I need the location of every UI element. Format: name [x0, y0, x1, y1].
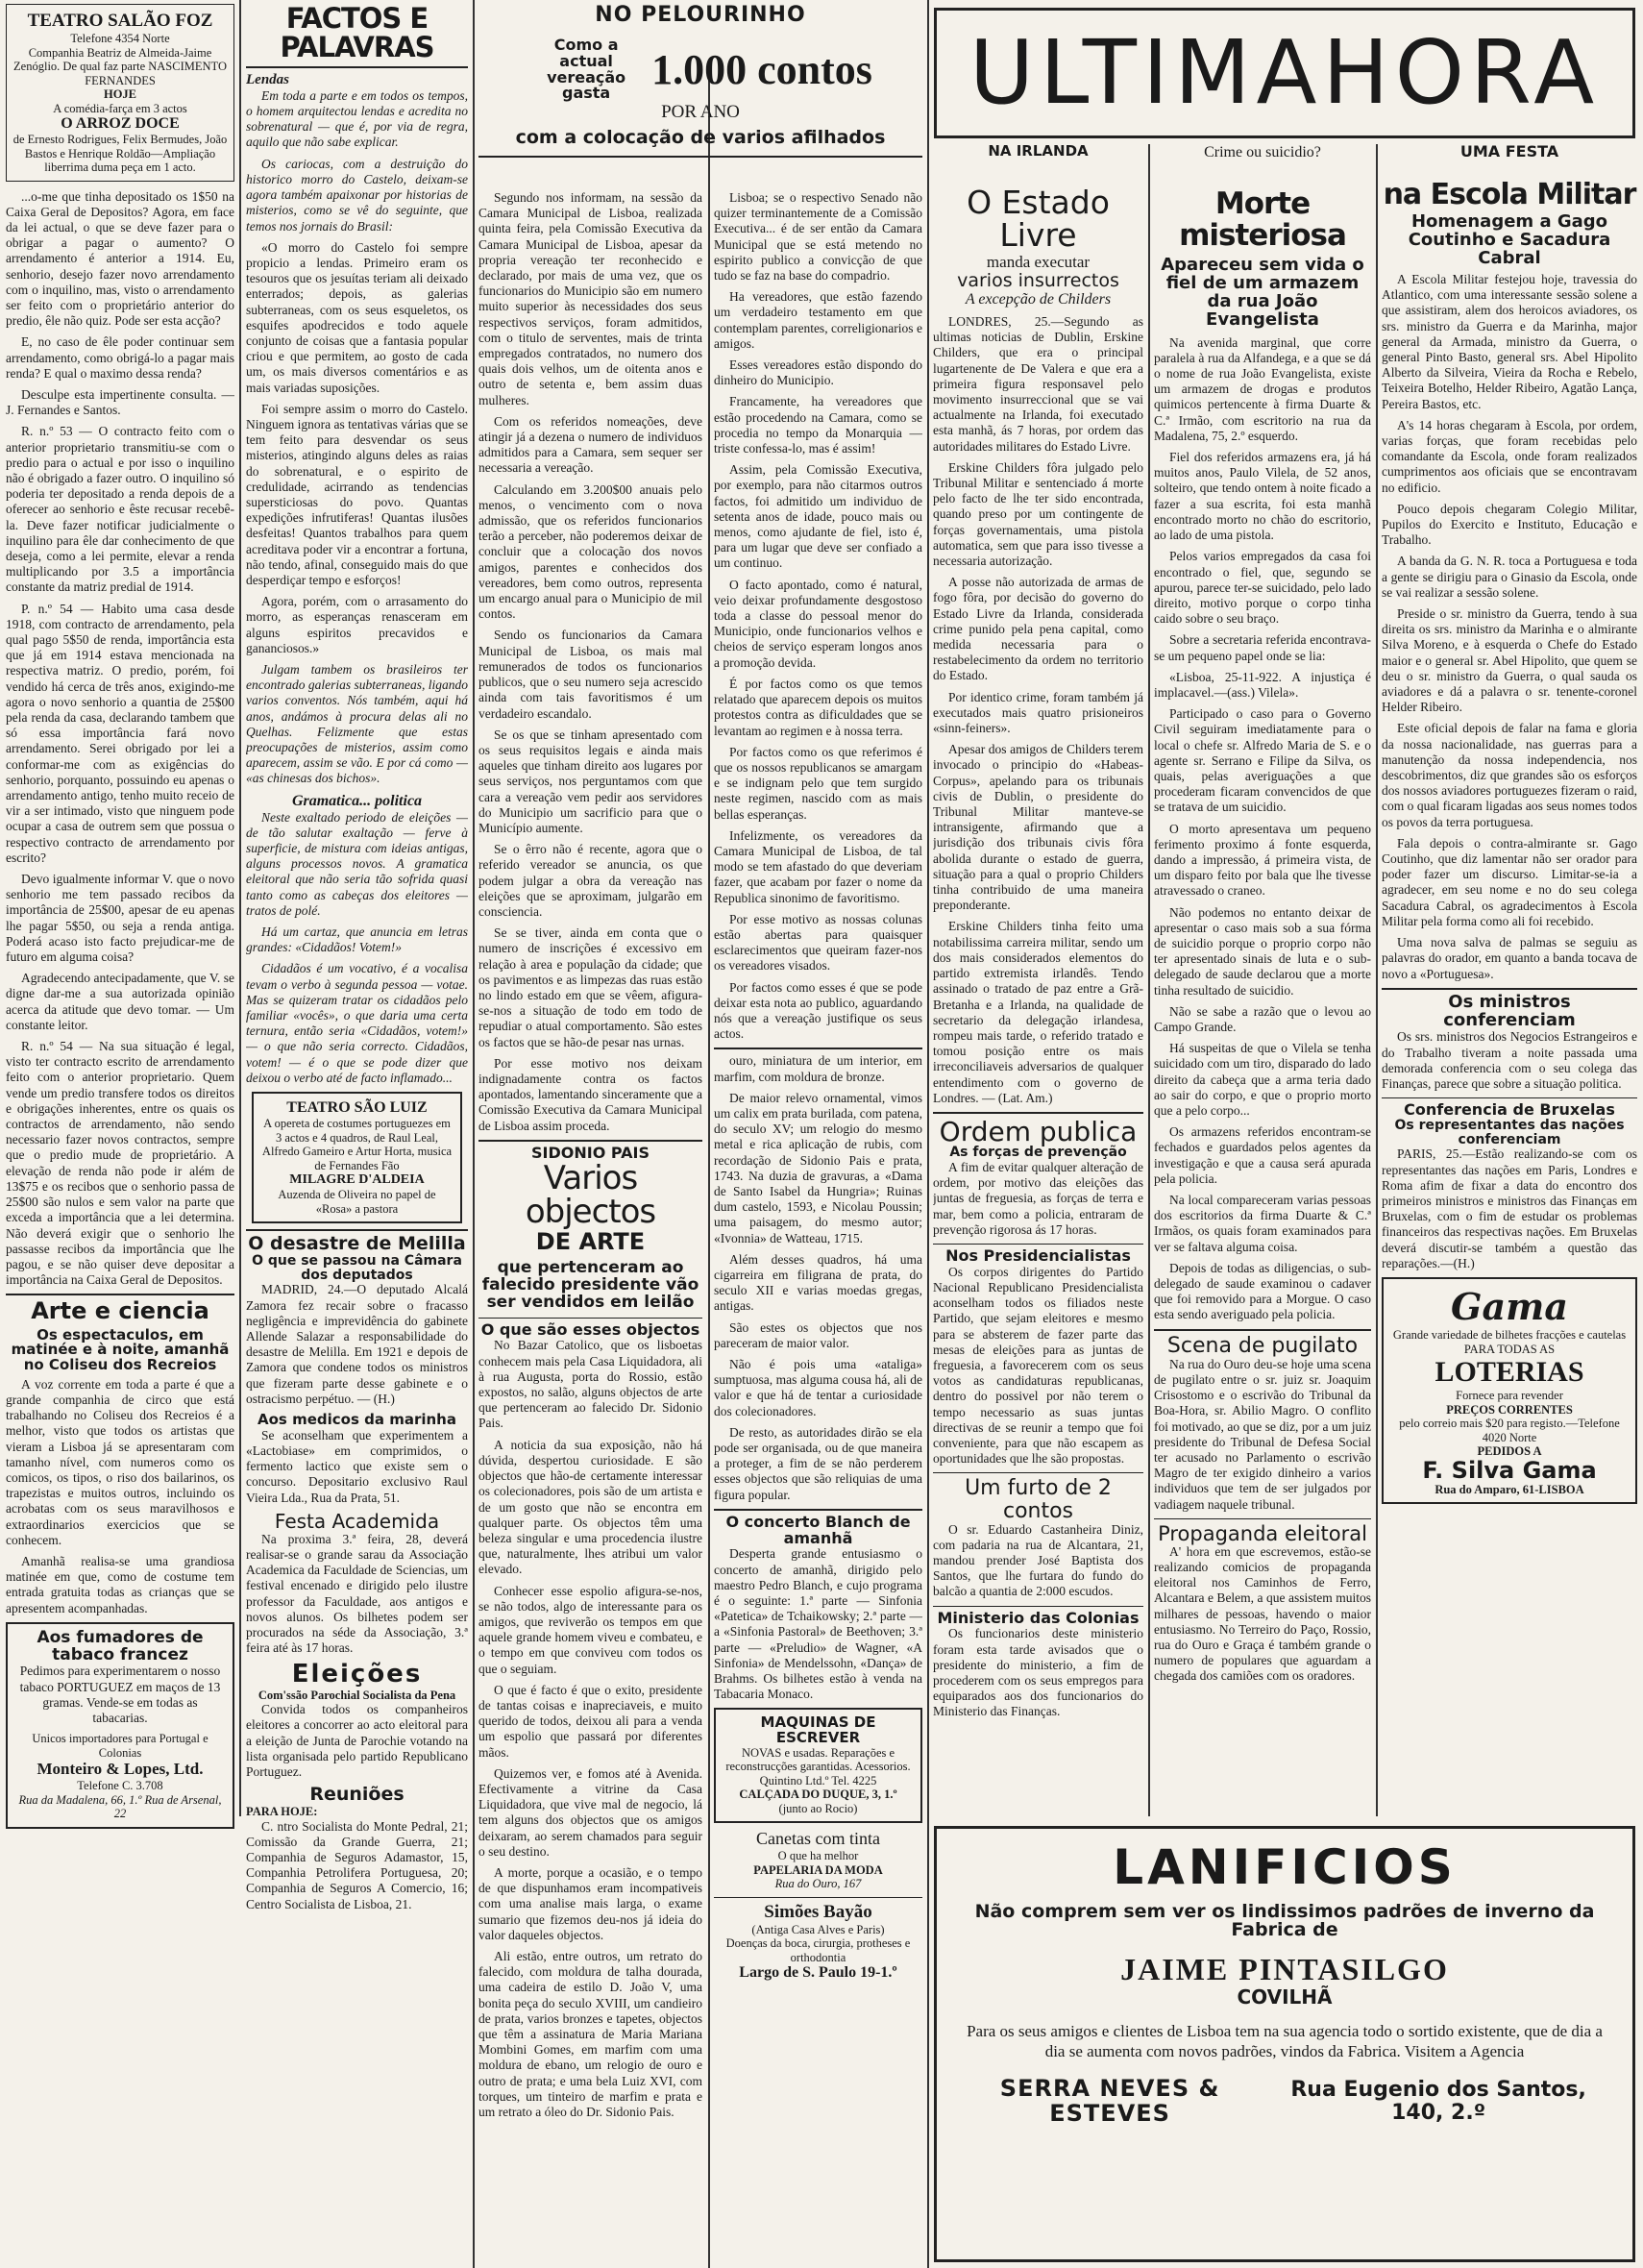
canetas-shop: PAPELARIA DA MODA: [753, 1862, 883, 1877]
gramatica-paragraph: Cidadãos é um vocativo, é a vocalisa tevam o verbo à segunda pessoa — votae. Mas se quizeram tratar os cidadãos pelo familiar «vocês», o que daria uma certa ternura, então seria «Cidadãos, votem!» — o que não seria correcto. Cidadãos, votem! — é o que se pode dizer que deixou o verbo até de facto inflamado...: [246, 961, 468, 1085]
medicos-body: Se aconselham que experimentem a «Lactobiase» em comprimidos, o fermento lactico que existe sem o concurso. Depositario exclusivo Raul Vieira Lda., Rua da Prata, 51.: [246, 1427, 468, 1505]
article-paragraph: Se o êrro não é recente, agora que o referido vereador se anuncia, os que podem julgar a obra da vereação nas eleições que se aproximam, julgarão em consciencia.: [478, 842, 702, 919]
sao-luiz-title: TEATRO SÃO LUIZ: [286, 1099, 428, 1117]
reunioes-hoje: PARA HOJE:: [246, 1805, 318, 1819]
column-7: [1382, 144, 1637, 1816]
ordem-title: Ordem publica: [933, 1112, 1143, 1146]
bruxelas-title: Conferencia de Bruxelas: [1382, 1097, 1637, 1119]
melilla-title: O desastre de Melilla: [246, 1229, 468, 1254]
morte-paragraph: Há suspeitas de que o Vilela se tenha suicidado com um tiro, disparado do lado direito da cabeça que a arma teria dado ao sair do corpo, e que o proprio morto que a pelo corpo...: [1154, 1041, 1371, 1118]
simoes-body: Doenças da boca, cirurgia, protheses e orthodontia: [725, 1936, 911, 1964]
headline-sub: com a colocação de varios afilhados: [515, 127, 886, 149]
escola-paragraph: Preside o sr. ministro da Guerra, tendo à sua direita os srs. ministro da Marinha e o almirante Silva Moreno, e à esquerda o Chefe do Estado maior e o general sr. Abel Hipolito, que quem se deu o sr. ministro da Guerra, o qual sauda os aviadores e dá a palavra o sr. tenente-coronel Helder Ribeiro.: [1382, 606, 1637, 715]
morte-paragraph: «Lisboa, 25-11-922. A injustiça é implacavel.—(ass.) Vilela».: [1154, 669, 1371, 700]
maquinas-near: (junto ao Rocio): [778, 1801, 858, 1815]
column-rule: [708, 67, 710, 2268]
article-paragraph: O facto apontado, como é natural, veio deixar profundamente desgostoso toda a classe do pessoal menor do Municipio, onde funcionarios velhos e cheios de serviço esperam longos anos a promoção devida.: [714, 577, 922, 670]
maquinas-ad: [714, 1708, 922, 1823]
factos-paragraph: Julgam tambem os brasileiros ter encontrado galerias subterraneas, ligando varios conventos. Nós também, aqui há anos, andámos à procura delas ali no Quelhas. Felizmente que estas preocupações de misterios, assim como aparecem, assim se vão. E por cá como — «as chinesas dos bichos».: [246, 661, 468, 786]
ultima-hora-banner: [934, 8, 1635, 138]
arte-title: Arte e ciencia: [31, 1297, 209, 1325]
maquinas-title: MAQUINAS DE ESCREVER: [760, 1713, 876, 1747]
factos-paragraph: «O morro do Castelo foi sempre propicio a lendas. Primeiro eram os tesouros que os jesuítas teriam ali deixado enterrados; depois, as galerias subterraneas, com os seus esqueletos, os esquifes apodrecidos e todo aquele conjunto de coisas que a fantasia popular criou e que permitem, ao gosto de cada um, os mais diversos comentários e as mais variadas suposições.: [246, 239, 468, 395]
bruxelas-subtitle: Os representantes das nações conferenciam: [1394, 1118, 1625, 1147]
escola-paragraph: A's 14 horas chegaram à Escola, por ordem, varias forças, que foram recebidas pelo comandante da Escola, onde foram realizados cumprimentos aos oficiais que se encontravam no edificio.: [1382, 417, 1637, 495]
eleicoes-body: Convida todos os companheiros eleitores a concorrer ao acto eleitoral para a eleição de Junta de Parochie votando na lista organisada pelo partido Republicano Portuguez.: [246, 1702, 468, 1779]
fumadores-address: Rua da Madalena, 66, 1.º Rua de Arsenal, 22: [18, 1792, 222, 1821]
morte-kicker: Crime ou suicidio?: [1204, 144, 1321, 160]
propaganda-body: A' hora em que escrevemos, estão-se realizando comicios de propaganda eleitoral nos Caminhos de Ferro, Alcantara e Belem, a que assistem muitos milhares de pessoas, havendo o maior entusiasmo. No Terreiro do Paço, Rossio, rua do Ouro e Graça é também grande o numero de populares que aguardam a chegada dos camiões com os oradores.: [1154, 1543, 1371, 1684]
article-paragraph: Ha vereadores, que estão fazendo um verdadeiro testamento em que contemplam parentes, correligionarios e amigos.: [714, 289, 922, 351]
simoes-address: Largo de S. Paulo 19-1.º: [739, 1964, 897, 1982]
sao-luiz-body: A opereta de costumes portuguezes em 3 actos e 4 quadros, de Raul Leal, Alfredo Gameiro e Artur Horta, musica de Fernandes Fão: [261, 1117, 453, 1172]
sidonio-paragraph: No Bazar Catolico, que os lisboetas conhecem mais pela Casa Liquidadora, ali à rua Augusta, porta do Rossio, estão expostos, no salão, alguns objectos de arte que pertenceram ao falecido Dr. Sidonio Pais.: [478, 1338, 702, 1431]
ministros-body: Os srs. ministros dos Negocios Estrangeiros e do Trabalho tiveram a noite passada uma demorada conferencia com o seu colega das Finanças, parece que sobre a situação politica.: [1382, 1029, 1637, 1092]
article-paragraph: Francamente, ha vereadores que estão procedendo na Camara, como se procedia no tempo da Monarquia — triste confessa-lo, mas é assim!: [714, 394, 922, 456]
factos-paragraph: Em toda a parte e em todos os tempos, o homem arquitectou lendas e acredita no sobrenatural — que é, por via de regra, aquilo que não sabe explicar.: [246, 87, 468, 150]
festa-body: Na proxima 3.ª feira, 28, deverá realisar-se o grande sarau da Associação Academica da Faculdade de Sciencias, um festival encenado e dirigido pelo ilustre professor da Faculdade, aos antigos e novos alunos. Os bilhetes podem ser procurados na séde da Associação, 3.ª feira até às 17 horas.: [246, 1531, 468, 1656]
sao-luiz-play: MILAGRE D'ALDEIA: [289, 1172, 425, 1188]
canetas-address: Rua do Ouro, 167: [774, 1877, 862, 1891]
gama-line: PREÇOS CORRENTES: [1446, 1402, 1573, 1417]
question-54-sign: Agradecendo antecipadamente, que V. se digne dar-me a sua autorizada opinião acerca da atitude que devo tomar. — Um constante leitor.: [6, 971, 234, 1032]
medicos-title: Aos medicos da marinha: [257, 1411, 456, 1428]
morte-paragraph: Sobre a secretaria referida encontrava-se um pequeno papel onde se lia:: [1154, 632, 1371, 663]
article-paragraph: Por esse motivo nos deixam indignadamente contra os factos apontados, lamentando sinceramente que a Comissão Executiva da Camara Municipal de Lisboa assim proceda.: [478, 1055, 702, 1133]
reunioes-title: Reuniões: [309, 1784, 405, 1806]
canetas-sub: O que ha melhor: [777, 1849, 859, 1863]
factos-title: FACTOS E PALAVRAS: [246, 4, 468, 68]
letter-paragraph: E, no caso de êle poder continuar sem arrendamento, como obrigá-lo a pagar mais renda? E qual o maximo dessa renda?: [6, 334, 234, 381]
article-paragraph: Infelizmente, os vereadores da Camara Municipal de Lisboa, de tal modo se tem afastado do que deveriam fazer, que acabam por fazer o nome da Republica sinonimo de favoritismo.: [714, 827, 922, 905]
morte-paragraph: Participado o caso para o Governo Civil seguiram imediatamente para o local o chefe sr. Alfredo Maria de S. e o agente sr. Serrano e Filipe da Silva, os quais, pelas averiguações a que procederam ficaram convencidos de que se tratava de um suicidio.: [1154, 706, 1371, 815]
article-paragraph: Com os referidos nomeações, deve atingir já a dezena o numero de individuos admitidos para a Camara, sem sequer ser necessaria a vereação.: [478, 413, 702, 476]
melilla-subtitle: O que se passou na Câmara dos deputados: [252, 1253, 462, 1283]
irlanda-paragraph: Erskine Childers tinha feito uma notabilissima carreira militar, sendo um dos mais considerados elementos do partido extremista irlandês. Tendo assinado o tratado de paz entre a Grã-Bretanha e a Irlanda, na qualidade de secretario da delegação irlandesa, rompeu mais tarde, o referido tratado e tomou posição entre os mais irreconciliaveis adversarios de qualquer entendimento com o governo de Londres. — (Lat. Am.): [933, 919, 1143, 1105]
concerto-body: Desperta grande entusiasmo o concerto de amanhã, dirigido pelo maestro Pedro Blanch, e cujo programa é o seguinte: 1.ª parte — Sinfonia «Patetica» de Tchaikowsky; 2.ª parte — a «Sinfonia Pastoral» de Beethoven; 3.ª parte — «Preludio» de Wagner, «A Sinfonia» de Mendelssohn, «Dança» de Brahms. Os bilhetes estão à venda na Tabacaria Monaco.: [714, 1546, 922, 1702]
fumadores-body: Pedimos para experimentarem o nosso tabaco PORTUGUEZ em maços de 13 gramas. Vende-se em todas as tabacarias.: [19, 1664, 221, 1726]
morte-paragraph: Pelos varios empregados da casa foi encontrado o fiel, que, segundo se apurou, parece ter-se suicidado, pelo lado direito, motivo porque o corpo tinha caido sobre o seu braço.: [1154, 549, 1371, 627]
sidonio-paragraph: De maior relevo ornamental, vimos um calix em prata burilada, com patena, do seculo XV; um relogio do mesmo metal e rica aplicação de rubis, com recordação de Sidonio Pais e prata, 1743. Na duzia de gravuras, a «Dama de Santo Isabel da Hungria»; Ruinas dum castelo, 1593, e Nicolau Poussin; uma paisagem, do mesmo autor; «Ivonnia» de Watteau, 1715.: [714, 1090, 922, 1245]
gama-name: F. Silva Gama: [1422, 1456, 1597, 1484]
lanificios-address: Rua Eugenio dos Santos, 140, 2.º: [1290, 2078, 1586, 2125]
theatre-title: TEATRO SALÃO FOZ: [27, 11, 213, 31]
column-2: [246, 4, 468, 2262]
simoes-ad: [714, 1897, 922, 1983]
morte-paragraph: Fiel dos referidos armazens era, já há muitos anos, Paulo Vilela, de 52 anos, solteiro, que tendo ontem à noite ficado a fazer a sua escrita, foi esta manhã encontrado morto no chão do escritorio, ao lado de uma pistola.: [1154, 450, 1371, 543]
irlanda-sub2: varios insurrectos: [957, 270, 1119, 292]
sao-luiz-cast: Auzenda de Oliveira no papel de «Rosa» a pastora: [278, 1188, 436, 1216]
lendas-subhead: Lendas: [246, 71, 289, 87]
gama-ad: [1382, 1277, 1637, 1504]
arte-subtitle: Os espectaculos, em matinée e à noite, amanhã no Coliseu dos Recreios: [11, 1325, 230, 1373]
sidonio-paragraph: Conhecer esse espolio afigura-se-nos, se não todos, algo de interessante para os amigos, que reviverão os tempos em que aquele grande homem viveu e combateu, e o tempo em que conviveu com todos os que o seguiam.: [478, 1583, 702, 1676]
escola-paragraph: Este oficial depois de falar na fama e gloria da nossa nacionalidade, nas guerras para a manutenção da nossa independencia, nos descobrimentos, diz que grandes são os esforços dos nossos aviadores portuguezes fizeram o raid, com o qual ficaram ligadas aos seus nomes todos os povos da terra portuguesa.: [1382, 721, 1637, 829]
furto-body: O sr. Eduardo Castanheira Diniz, com padaria na rua de Alcantara, 21, mandou prender José Baptista dos Santos, que lhe furtara do fundo do balcão a quantia de 2:000 escudos.: [933, 1521, 1143, 1599]
festa-title: Festa Academida: [274, 1509, 440, 1533]
sidonio-paragraph: Não é pois uma «ataliga» sumptuosa, mas alguma cousa há, ali de valor e que há de tentar a curiosidade dos colecionadores.: [714, 1357, 922, 1418]
column-rule: [1376, 144, 1378, 1816]
gama-line: PARA TODAS AS: [1463, 1342, 1556, 1356]
gramatica-paragraph: Neste exaltado periodo de eleições — de tão salutar exaltação — ferve à superficie, de mistura com ideias antigas, alguns processos novos. A gramatica eleitoral que não seria tão sofrida quasi tanto como as cabeças dos eleitores — tratos de polé.: [246, 809, 468, 918]
lanificios-agent: SERRA NEVES & ESTEVES: [999, 2075, 1220, 2127]
sidonio-section: [478, 1140, 702, 2120]
pres-title: Nos Presidencialistas: [933, 1244, 1143, 1265]
theatre-text: Companhia Beatriz de Almeida-Jaime Zenóglio. De qual faz parte NASCIMENTO FERNANDES: [13, 45, 227, 87]
morte-paragraph: Depois de todas as diligencias, o sub-delegado de saude examinou o cadaver que foi removido para a Morgue. O caso esta sendo averiguado pela policia.: [1154, 1260, 1371, 1322]
sidonio-paragraph: Ali estão, entre outros, um retrato do falecido, com moldura de talha dourada, uma cadeira de estilo D. João V, uma bonita peça do seculo XVIII, um candieiro de prata, varios bronzes e tapetes, objectos que têm a assinatura de Maria Mariana Mombini Gomes, em marfim com uma moldura de ebano, um relogio de ouro e outro de prata; e uma bela Luiz XVI, com torques, um tinteiro de marfim e prata e um retrato a óleo do Dr. Sidonio Pais.: [478, 1948, 702, 2120]
melilla-body: MADRID, 24.—O deputado Alcalá Zamora fez recair sobre o fracasso negligência e imprevidência do gabinete Allende Salazar a responsabilidade do desastre de Melilla. Em 1921 e depois de Zamora que condene todos os ministros que fizeram parte desse gabinete e o ostracismo perpétuo. — (H.): [246, 1282, 468, 1406]
fumadores-title: Aos fumadores de tabaco francez: [37, 1627, 204, 1664]
maquinas-address: CALÇADA DO DUQUE, 3, 1.º: [739, 1787, 897, 1802]
sidonio-kicker: SIDONIO PAIS: [531, 1143, 650, 1162]
answer-53: R. n.º 53 — O contracto feito com o anterior proprietario transmitiu-se com o predio para o actual e por isso o inquilino não é obrigado a fazer outro. O inquilino só poderia ter depositado a renda depois de a oferecer ao senhorio e êste recusar recebê-la. Deve fazer notificar judicialmente o inquilino para êle dar conhecimento de que deseja, como a lei permite, elevar a renda multiplicando por 3.5 a importância constante da matriz predial de 1914.: [6, 424, 234, 595]
lanificios-city: COVILHÃ: [1237, 1985, 1333, 2009]
theatre-authors: de Ernesto Rodrigues, Felix Bermudes, João Bastos e Henrique Roldão—Ampliação liberrima duma peça em 1 acto.: [12, 133, 228, 174]
escola-title: na Escola Militar: [1383, 177, 1636, 211]
column-rule: [239, 0, 241, 1816]
sidonio-paragraph: A morte, porque a ocasião, e o tempo de que dispunhamos eram incompativeis com uma analise mais larga, o exame sumario que fizemos deu-nos já ideia do valor daqueles objectos.: [478, 1864, 702, 1942]
question-54-cont: Devo igualmente informar V. que o novo senhorio me tem passado recibos da importância de 25$00, apesar de eu apenas lhe pagar 5$50, ou seja a renda antiga. Poderá acaso isto facto prejudicar-me de futuro em alguma coisa?: [6, 872, 234, 965]
sidonio-paragraph: São estes os objectos que nos pareceram de maior valor.: [714, 1319, 922, 1350]
answer-54: R. n.º 54 — Na sua situação é legal, visto ter contracto escrito de arrendamento feito com o anterior proprietario. Quem vende um predio transfere todos os direitos e obrigações inherentes, entre os quais os contractos de arrendamento, não sendo necessario fazer novos contractos, sempre que o predio mude de proprietário. A elevação de renda não pode ir além de 13$75 e os recibos que o senhorio passa de 25$00 são nulos e sem valor na parte que exceda a importância que a lei determina. Não deverá exigir que o senhorio lhe passasse recibos da importância que lhe pagou, e se não quiser deve depositar a importância na Caixa Geral de Depositos.: [6, 1039, 234, 1288]
headline-line1: Como a actual vereação gasta: [547, 36, 626, 103]
canetas-title: Canetas com tinta: [756, 1829, 880, 1849]
lanificios-line: Não comprem sem ver os lindissimos padrões de inverno da Fabrica de: [974, 1900, 1595, 1941]
sidonio-paragraph: A noticia da sua exposição, não há dúvida, despertou curiosidade. E são objectos que hão-de certamente interessar os colecionadores, pois são de um artista e de um gosto que não se encontra em qualquer parte. Os objectos têm uma beleza singular e uma procedencia ilustre que, naturalmente, lhes atribui um valor elevado.: [478, 1437, 702, 1577]
sidonio-continued: [714, 1048, 922, 1502]
lanificios-body: Para os seus amigos e clientes de Lisboa tem na sua agencia todo o sortido existente, que de dia a dia se aumenta com novos padrões, vindos da Fabrica. Visitem a Agencia: [967, 2022, 1603, 2061]
letter-signature: Desculpe esta impertinente consulta. — J. Fernandes e Santos.: [6, 386, 234, 418]
sidonio-subtitle: que pertenceram ao falecido presidente vão ser vendidos em leilão: [481, 1258, 699, 1312]
column-1: [6, 4, 234, 2262]
pres-body: Os corpos dirigentes do Partido Nacional Republicano Presidencialista aconselham todos os filiados neste Partido, que sejam eleitores e mesmo para se absterem de fazer parte das mesas de eleições para as juntas de freguesia, a favorecerem com os seus votos as candidaturas republicanas, dentro do possivel por não terem o tempo necessario as suas juntas directivas de se reunir a tempo que foi conveniente, para que não escapem as oportunidades que lhe são propostas.: [933, 1264, 1143, 1467]
festa-kicker: UMA FESTA: [1459, 144, 1559, 160]
arte-section: [6, 1294, 234, 1615]
article-paragraph: Assim, pela Comissão Executiva, por exemplo, para não citarmos outros factos, foi admitido um individuo de setenta anos de idade, pouco mais ou menos, como ajudante de fiel, isto é, para um lugar que deve ser confiado a um continuo.: [714, 462, 922, 571]
morte-subtitle: Apareceu sem vida o fiel de um armazem da rua João Evangelista: [1161, 255, 1364, 330]
fumadores-phone: Telefone C. 3.708: [77, 1779, 163, 1793]
ministros-title: Os ministros conferenciam: [1382, 988, 1637, 1030]
reunioes-body: C. ntro Socialista do Monte Pedral, 21; Comissão da Grande Guerra, 21; Companhia de Seguros Adamastor, 15, Companhia Petrolifera Portuguesa, 20; Companhia de Seguros A Comercio, 16; Centro Socialista de Lisboa, 21.: [246, 1818, 468, 1911]
pugilato-title: Scena de pugilato: [1154, 1329, 1371, 1357]
factos-paragraph: Os cariocas, com a destruição do historico morro do Castelo, deixam-se agora também apaixonar por historias de misterios, como se vê do seguinte, que temos nos jornais do Brasil:: [246, 156, 468, 234]
banner-title: ULTIMAHORA: [969, 21, 1601, 124]
pelourinho-headline: [478, 4, 922, 186]
gama-logo: Gama: [1451, 1285, 1568, 1329]
morte-paragraph: O morto apresentava um pequeno ferimento proximo á fonte esquerda, dando a impressão, á primeira vista, de um disparo feito por bala que lhe tivesse atravessado o craneo.: [1154, 821, 1371, 899]
article-paragraph: Se se tiver, ainda em conta que o numero de inscrições é excessivo em relação à area e população da cidade; que os pavimentos e as limpezas das ruas estão no lindo estado em que se vêem, afigura-se-nos a situação de todo em todo de repudiar o atual comportamento. São estes os factos que se hão-de pesar nas urnas.: [478, 925, 702, 1049]
irlanda-title: O Estado Livre: [967, 183, 1110, 255]
furto-title: Um furto de 2 contos: [933, 1472, 1143, 1521]
article-paragraph: Calculando em 3.200$00 anuais pelo menos, o vencimento com o nova admissão, que os referidos funcionarios terão a perceber, não poderemos deixar de concluir que a colocação dos novos amigos, parentes e conhecidos dos vereadores, bem como outros, representa um encargo anual para o Municipio de mil contos.: [478, 481, 702, 622]
gama-loterias: LOTERIAS: [1435, 1356, 1584, 1389]
fumadores-ad: [6, 1622, 234, 1829]
theatre-salao-foz-box: [6, 4, 234, 182]
irlanda-paragraph: Erskine Childers fôra julgado pelo Tribunal Militar e sentenciado á morte pelo facto de lhe ter sido encontrada, quando preso por um contingente de forças governamentais, uma pistola automatica, sem que para isso tivesse a necessaria autorização.: [933, 459, 1143, 569]
sidonio-paragraph: O que é facto é que o exito, presidente de tantas coisas e inapreciaveis, e muito querido de todos, deixou ali para a venda um espolio que passará por diferentes mãos.: [478, 1682, 702, 1760]
fumadores-importers: Unicos importadores para Portugal e Colonias: [32, 1732, 208, 1760]
simoes-title: Simões Bayão: [764, 1901, 872, 1922]
sidonio-paragraph: Quizemos ver, e fomos até à Avenida. Efectivamente a vitrine da Casa Liquidadora, que vive mal de negocio, lá tem alguns dos objectos que os amigos deixaram, ao serem chamados para seguir o seu destino.: [478, 1765, 702, 1859]
article-paragraph: Segundo nos informam, na sessão da Camara Municipal de Lisboa, realizada quinta feira, pela Comissão Executiva da Camara Municipal de Lisboa, apesar da propria vereação ter reconhecido e declarado, por mais de uma vez, que os funcionarios do Municipio são em numero muito superior às necessidades dos seus respectivos serviços, foram admitidos, com o titulo de serventes, mais de trinta empregados contratados, no numero dos quais dois velhos, um de oitenta anos e outro de setenta e, bem assim duas mulheres.: [478, 190, 702, 407]
sidonio-paragraph: Além desses quadros, há uma cigarreira em filigrana de prata, do seculo XII e varias moedas gregas, antigas.: [714, 1251, 922, 1314]
propaganda-title: Propaganda eleitoral: [1154, 1518, 1371, 1544]
question-54: P. n.º 54 — Habito uma casa desde 1918, com contracto de arrendamento, pela qual pago 5$50 de renda, importância esta que já em 1914 estava mencionada na respectiva matriz. O predio, porém, foi vendido há cerca de três anos, exigindo-me agora o novo senhorio a quantia de 25$00 pela renda da casa, declarando tambem que só essa importância fará novo arrendamento. Serei obrigado por lei a conformar-me com as exigências do senhorio, porquanto, possuindo eu apenas o arrendamento antigo, tenho muito receio de vir a ser intimado, visto que ninguem pode ocupar a casa de outrem sem que possua o respectivo contracto de arrendamento por escrito?: [6, 601, 234, 865]
morte-paragraph: Na avenida marginal, que corre paralela à rua da Alfandega, e a que se dá o nome de rua João Evangelista, existe um armazem de drogas e produtos quimicos pertencente à firma Duarte & C.ª Irmão, com escritorio na rua da Madalena, 75, 2.º esquerdo.: [1154, 334, 1371, 443]
fumadores-firm: Monteiro & Lopes, Ltd.: [37, 1760, 204, 1779]
irlanda-paragraph: LONDRES, 25.—Segundo as ultimas noticias de Dublin, Erskine Childers, que era o principal lugartenente de De Valera e que era a primeira figura responsavel pelo movimento insurreccional que se vai actualmente na Irlanda, foi executado esta manhã, ás 7 horas, por ordem das autoridades militares do Estado Livre.: [933, 313, 1143, 454]
gama-line: PEDIDOS A: [1477, 1444, 1542, 1459]
lanificios-title: LANIFICIOS: [1113, 1839, 1457, 1895]
ordem-body: A fim de evitar qualquer alteração de ordem, por motivo das eleições das juntas de freguesia, as forças de terra e mar, bem como a policia, entraram de prevenção rigorosa ás 17 horas.: [933, 1160, 1143, 1237]
article-paragraph: Por esse motivo as nossas colunas estão abertas para quaisquer esclarecimentos que queiram fazer-nos os vereadores visados.: [714, 911, 922, 974]
gama-line: pelo correio mais $20 para registo.—Telefone 4020 Norte: [1399, 1417, 1620, 1444]
article-paragraph: Sendo os funcionarios da Camara Municipal de Lisboa, os mais mal remunerados de todos os funcionarios publicos, que o seu numero seja acrescido ainda com tais favoritismos é um verdadeiro escandalo.: [478, 628, 702, 721]
factos-paragraph: Foi sempre assim o morro do Castelo. Ninguem ignora as tentativas várias que se tem feito para desvendar os seus misterios, atingindo alguns deles as raias do sobrenatural, e o espirito de credulidade, acirrando as tendencias supersticiosas do povo. Quantas expedições infrutiferas! Quantas ilusões desfeitas! Quantos trabalhos para quem acreditava poder vir a encontrar a fortuna, não tendo, afinal, conseguido mais do que desperdiçar tempo e esforços!: [246, 401, 468, 587]
irlanda-sub1: manda executar: [986, 253, 1091, 272]
morte-paragraph: Os armazens referidos encontram-se fechados e guardados pelos agentes da investigação e que a causa será apurada pela policia.: [1154, 1124, 1371, 1186]
column-4: [714, 190, 922, 2262]
theatre-phone: Telefone 4354 Norte: [70, 32, 170, 45]
lanificios-ad: [934, 1826, 1635, 2262]
gramatica-subhead: Gramatica... politica: [291, 792, 423, 809]
morte-paragraph: Na local compareceram varias pessoas dos escritorios da firma Duarte & C.ª Irmãos, os quais foram examinados para ver se faltava alguma coisa.: [1154, 1193, 1371, 1254]
headline-por-ano: POR ANO: [661, 102, 740, 123]
escola-subtitle: Homenagem a Gago Coutinho e Sacadura Cabral: [1408, 211, 1611, 269]
objectos-subhead: O que são esses objectos: [478, 1318, 702, 1339]
escola-paragraph: Uma nova salva de palmas se seguiu as palavras do orador, em quanto a banda tocava de novo a «Portuguesa».: [1382, 935, 1637, 981]
gama-line: Fornece para revender: [1456, 1389, 1563, 1403]
column-6: [1154, 144, 1371, 1816]
article-paragraph: Lisboa; se o respectivo Senado não quizer terminantemente de a Comissão Executiva... é de ser então da Camara Municipal que se está metendo no espirito publico a convicção de que tudo se faz na base do compadrio.: [714, 190, 922, 284]
article-paragraph: É por factos como os que temos relatado que aparecem depois os muitos protestos contra as dificuldades que se levantam ao regimen e à nossa terra.: [714, 676, 922, 738]
column-3: [478, 190, 702, 2262]
factos-paragraph: Agora, porém, com o arrasamento do morro, as esperanças renasceram em alguns espiritos precavidos e gananciosos.»: [246, 594, 468, 655]
arte-body: Amanhã realisa-se uma grandiosa matinée em que, como de costume tem entrada gratuita todas as crianças que se apresentem acompanhadas.: [6, 1553, 234, 1615]
lanificios-factory: JAIME PINTASILGO: [1120, 1952, 1449, 1987]
teatro-sao-luiz-ad: [252, 1092, 462, 1223]
theatre-play: O ARROZ DOCE: [61, 115, 180, 132]
gramatica-paragraph: Há um cartaz, que anuncia em letras grandes: «Cidadãos! Votem!»: [246, 924, 468, 955]
headline-amount: 1.000 contos: [651, 46, 872, 94]
eleicoes-subtitle: Com'ssão Parochial Socialista da Pena: [257, 1688, 456, 1702]
morte-title: Morte misteriosa: [1179, 186, 1346, 253]
article-paragraph: Esses vereadores estão dispondo do dinheiro do Municipio.: [714, 357, 922, 388]
sidonio-paragraph: ouro, miniatura de um interior, em marfim, com moldura de bronze.: [714, 1053, 922, 1084]
pugilato-body: Na rua do Ouro deu-se hoje uma scena de pugilato entre o sr. juiz sr. Joaquim Crisostomo e o escrivão do Tribunal da Boa-Hora, sr. Abilio Magro. O conflito foi motivado, ao que se diz, por a um juiz presidente do Tribunal de Defesa Social ter acusado no Parlamento o escrivão Magro de ter exigido dinheiro a varios individuos que tem de ser julgados por vadiagem naquele tribunal.: [1154, 1356, 1371, 1512]
irlanda-paragraph: Por identico crime, foram também já executados mais quatro prisioneiros «sinn-feiners».: [933, 689, 1143, 736]
irlanda-kicker: NA IRLANDA: [988, 144, 1089, 160]
morte-paragraph: Não podemos no entanto deixar de apresentar o caso mais sob a sua fórma de suicidio porque o proprio corpo não ter apresentado sinais de luta e o sub-delegado de saude declarou que a morte tinha resultado de suicidio.: [1154, 904, 1371, 998]
arte-body: A voz corrente em toda a parte é que a grande companhia de circo que está trabalhando no Coliseu dos Recreios é a melhor, visto que todos os artistas que vieram a Lisboa já se apresentaram com tamanho nível, com numeros como os comicos, os tipos, o riso dos bailarinos, os trapezistas e muitos outros, incluindo os acrobatas com os seus maravilhosos e extraordinarios exercicios que se conhecem.: [6, 1376, 234, 1547]
escola-paragraph: A Escola Militar festejou hoje, travessia do Atlantico, com uma interessante sessão solene a que assistiram, alem dos heroicos aviadores, os srs. ministro da Guerra e da Marinha, major general da Armada, ministro da Guerra, o general Pinto Basto, general srs. Abel Hipolito Alberto da Silveira, Vieira da Rocha e Rebelo, Teixeira Botelho, Helder Ribeiro, Agatão Lança, Pereira Bastos, etc.: [1382, 271, 1637, 411]
theatre-farce: A comédia-farça em 3 actos: [53, 101, 187, 115]
canetas-ad: [714, 1829, 922, 1891]
eleicoes-title: Eleições: [291, 1660, 423, 1689]
escola-paragraph: A banda da G. N. R. toca a Portuguesa e toda a gente se dirigiu para o Ginasio da Escola, onde se vai realizar a sessão solene.: [1382, 554, 1637, 600]
gama-address: Rua do Amparo, 61-LISBOA: [1435, 1482, 1584, 1496]
gama-line: Grande variedade de bilhetes fracções e cautelas: [1392, 1328, 1627, 1343]
simoes-sub: (Antiga Casa Alves e Paris): [751, 1922, 885, 1936]
sidonio-title2: DE ARTE: [535, 1227, 646, 1255]
irlanda-paragraph: Apesar dos amigos de Childers terem invocado o principio do «Habeas-Corpus», apelando para os tribunais civis de Dublin, o presidente do Tribunal Militar manteve-se intransigente, afirmando que a jurisdição dos tribunais civis fôra abolida durante o estado de guerra, situação para a qual o proprio Childers tinha contribuido de uma maneira preponderante.: [933, 742, 1143, 913]
article-paragraph: Por factos como esses é que se pode deixar esta nota ao publico, aguardando nós que a vereação justifique os seus actos.: [714, 979, 922, 1042]
concerto-title: O concerto Blanch de amanhã: [714, 1509, 922, 1547]
escola-paragraph: Pouco depois chegaram Colegio Militar, Pupilos do Exercito e Instituto, Educação e Trabalho.: [1382, 501, 1637, 548]
column-rule: [927, 0, 929, 2268]
ministerio-title: Ministerio das Colonias: [933, 1606, 1143, 1627]
article-paragraph: Se os que se tinham apresentado com os seus requisitos legais e ainda mais aqueles que tinham direito aos lugares por seus serviços, nos perguntamos com que cara a vereação vem pedir aos servidores do Municipio um sacrificio para que o Município aumente.: [478, 727, 702, 835]
ordem-subtitle: As forças de prevenção: [949, 1145, 1127, 1161]
irlanda-sub3: A excepção de Childers: [965, 290, 1112, 308]
sidonio-paragraph: De resto, as autoridades dirão se ela pode ser organisada, ou de que maneira a proteger, a fim de se não perderem esses objectos que são reliquias de uma figura popular.: [714, 1424, 922, 1502]
letter-paragraph: ...o-me que tinha depositado os 1$50 na Caixa Geral de Depositos? Agora, em face da lei actual, o que se deve fazer para o obrigar a pagar o aumento? O arrendamento é anterior a 1914. Eu, senhorio, desejo fazer novo arrendamento com o inquilino, mas, visto o arrendamento ser feito com o proprietário anterior do predio, êle não quiz. Pode ser esta acção?: [6, 188, 234, 329]
escola-paragraph: Fala depois o contra-almirante sr. Gago Coutinho, que diz lamentar não ser orador para poder fazer um discurso. Limitar-se-ia a agradecer, em seu nome e no do seu colega Sacadura Cabral, os agradecimentos à Escola Militar pela forma como ali foi recebido.: [1382, 835, 1637, 928]
irlanda-paragraph: A posse não autorizada de armas de fogo fôra, por decisão do governo do Estado Livre da Irlanda, considerada crime punido pela pena capital, como medida necessaria para o restabelecimento da ordem no territorio do Estado.: [933, 575, 1143, 683]
pelourinho-kicker: NO PELOURINHO: [595, 4, 806, 27]
maquinas-body: NOVAS e usadas. Reparações e reconstrucções garantidas. Acessorios. Quintino Ltd.º Tel. 4225: [725, 1745, 911, 1787]
bruxelas-body: PARIS, 25.—Estão realizando-se com os representantes das nações em Paris, Londres e Roma afim de fixar a data do encontro dos primeiros ministros e ministros das Finanças em Bruxelas, com o fim de estudar os problemas financeiros das respectivas nações. Em Bruxelas deverá discutir-se também a questão das reparações.—(H.): [1382, 1146, 1637, 1270]
column-rule: [473, 0, 475, 2268]
morte-paragraph: Não se sabe a razão que o levou ao Campo Grande.: [1154, 1003, 1371, 1034]
article-paragraph: Por factos como os que referimos é que os nossos republicanos se amargam e se indignam pelo que tem surgido neste regimen, nascido com as mais bellas esperanças.: [714, 744, 922, 822]
ministerio-body: Os funcionarios deste ministerio foram esta tarde avisados que o presidente do ministerio, a fim de procederem com os seus empregos para equiparados aos dos funcionarios do Ministerio das Finanças.: [933, 1626, 1143, 1719]
theatre-hoje: HOJE: [103, 87, 137, 101]
sidonio-title: Varios objectos: [525, 1158, 656, 1232]
column-rule: [1148, 144, 1150, 1816]
